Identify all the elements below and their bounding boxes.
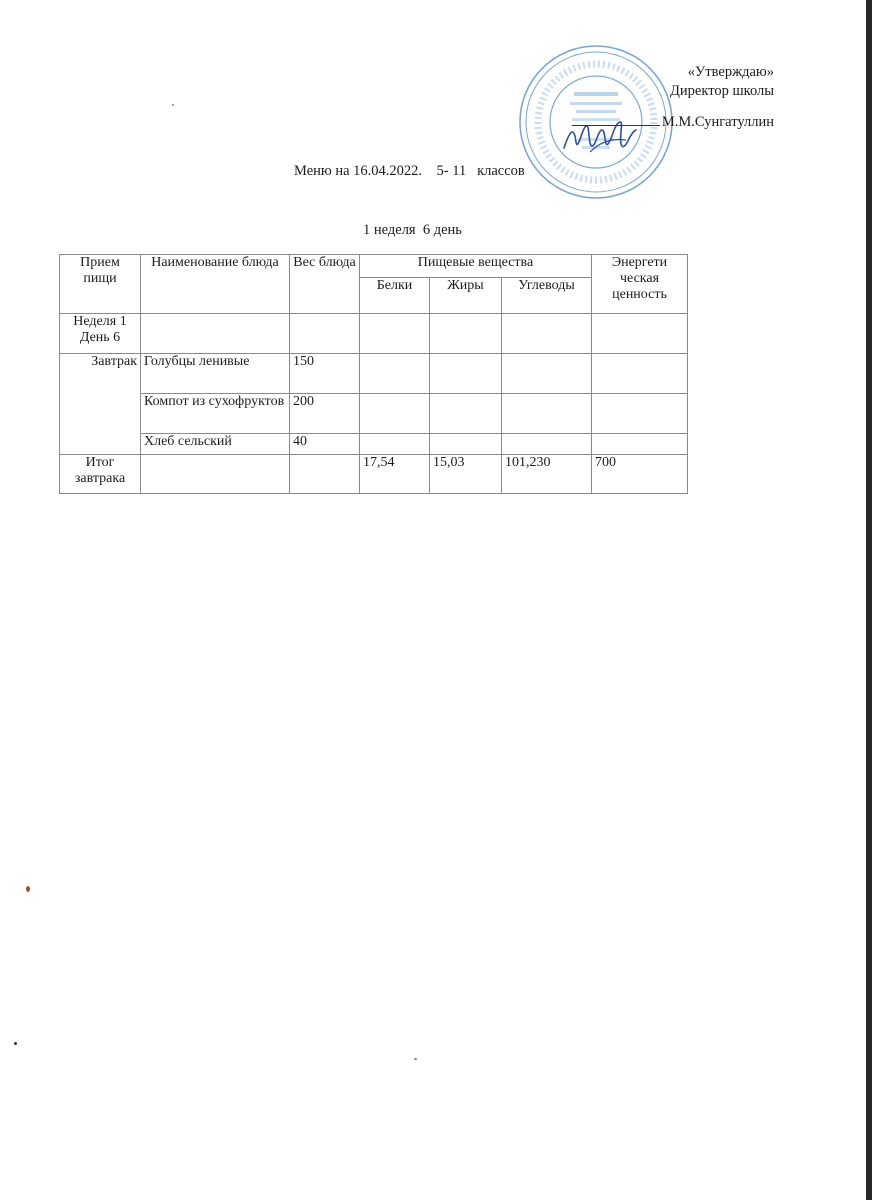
weight-cell: 40 [290,434,360,455]
empty-cell [290,455,360,494]
meal-name-cell: Завтрак [60,354,141,455]
header-energy: Энергети ческая ценность [592,255,688,314]
empty-cell [592,394,688,434]
total-label-cell: Итог завтрака [60,455,141,494]
scan-speck [14,1042,17,1045]
total-proteins-cell: 17,54 [360,455,430,494]
empty-cell [360,354,430,394]
header-fats: Жиры [430,278,502,314]
empty-cell [502,354,592,394]
header-dish: Наименование блюда [141,255,290,314]
empty-cell [592,354,688,394]
table-row [60,434,688,455]
table-row [60,354,688,394]
empty-cell [430,394,502,434]
header-weight: Вес блюда [290,255,360,314]
week-day-title: 1 неделя 6 день [363,222,462,238]
total-energy-cell: 700 [592,455,688,494]
weight-cell: 200 [290,394,360,434]
empty-cell [430,434,502,455]
week-label-cell: Неделя 1 День 6 [60,314,141,354]
approval-block [572,63,774,132]
menu-table [59,254,688,494]
empty-cell [141,314,290,354]
header-meal: Прием пищи [60,255,141,314]
empty-cell [592,434,688,455]
empty-cell [141,455,290,494]
approval-signer: М.М.Сунгатуллин [661,114,774,130]
scan-speck [414,1058,417,1060]
empty-cell [502,394,592,434]
empty-cell [360,394,430,434]
header-row [60,255,688,278]
total-row [60,455,688,494]
empty-cell [430,314,502,354]
approval-position: Директор школы [670,83,774,99]
empty-cell [360,434,430,455]
empty-cell [502,314,592,354]
total-fats-cell: 15,03 [430,455,502,494]
table-row [60,314,688,354]
empty-cell [502,434,592,455]
scan-edge [866,0,872,1200]
approval-signer-row [572,113,774,132]
empty-cell [430,354,502,394]
weight-cell: 150 [290,354,360,394]
dish-cell: Компот из сухофруктов [141,394,290,434]
table-row [60,394,688,434]
signature-line [572,113,660,126]
dish-cell: Хлеб сельский [141,434,290,455]
scan-speck [172,104,174,106]
scan-speck [26,886,30,892]
header-nutrients: Пищевые вещества [360,255,592,278]
dish-cell: Голубцы ленивые [141,354,290,394]
empty-cell [360,314,430,354]
empty-cell [290,314,360,354]
header-proteins: Белки [360,278,430,314]
header-carbs: Углеводы [502,278,592,314]
approval-title: «Утверждаю» [687,64,774,80]
total-carbs-cell: 101,230 [502,455,592,494]
empty-cell [592,314,688,354]
menu-title: Меню на 16.04.2022. 5- 11 классов [294,163,525,179]
